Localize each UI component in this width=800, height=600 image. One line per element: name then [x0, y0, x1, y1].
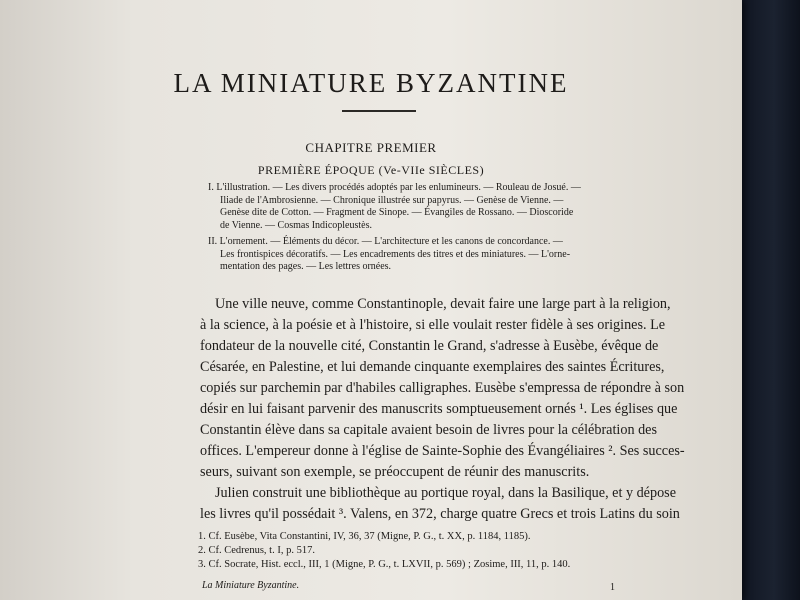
summary-line: de Vienne. — Cosmas Indicopleustès.	[220, 219, 372, 231]
body-line: à la science, à la poésie et à l'histoire, si elle voulait rester fidèle à ses origines. Le	[200, 317, 666, 333]
summary-part-1	[208, 182, 668, 232]
footer-title: La Miniature Byzantine.	[202, 580, 300, 591]
book-edge	[735, 0, 800, 600]
chapter-heading: CHAPITRE PREMIER	[305, 140, 437, 155]
page-number: 1	[610, 582, 615, 593]
page-title: LA MINIATURE BYZANTINE	[173, 68, 569, 98]
epoch-heading: PREMIÈRE ÉPOQUE (Ve-VIIe SIÈCLES)	[257, 163, 485, 177]
body-line: Constantin élève dans sa capitale avaient besoin de livres pour la célébration des	[200, 422, 657, 438]
body-line: Julien construit une bibliothèque au portique royal, dans la Basilique, et y dépose	[215, 485, 676, 501]
title-rule	[342, 110, 416, 112]
summary-line: Genèse dite de Cotton. — Fragment de Sinope. — Évangiles de Rossano. — Dioscoride	[220, 207, 574, 219]
summary-line: Iliade de l'Ambrosienne. — Chronique illustrée sur papyrus. — Genèse de Vienne. —	[220, 194, 564, 206]
summary-line: I. L'illustration. — Les divers procédés adoptés par les enlumineurs. — Rouleau de Josué. —	[208, 182, 581, 193]
body-line: offices. L'empereur donne à l'église de Sainte-Sophie des Évangéliaires ². Ses succes-	[200, 443, 685, 459]
summary-line: mentation des pages. — Les lettres ornées.	[220, 261, 392, 273]
summary-part-2	[208, 236, 668, 274]
footnote: 3. Cf. Socrate, Hist. eccl., III, 1 (Migne, P. G., t. LXVII, p. 569) ; Zosime, III, 11, p. 140.	[198, 559, 571, 570]
summary-line: Les frontispices décoratifs. — Les encadrements des titres et des miniatures. — L'orne-	[220, 248, 571, 260]
summary-line: II. L'ornement. — Éléments du décor. — L'architecture et les canons de concordance. —	[208, 236, 563, 247]
body-line: fondateur de la nouvelle cité, Constantin le Grand, s'adresse à Eusèbe, évêque de	[200, 338, 659, 354]
footnote: 2. Cf. Cedrenus, t. I, p. 517.	[198, 545, 315, 556]
body-line: copiés sur parchemin par d'habiles calligraphes. Eusèbe s'empressa de répondre à son	[200, 380, 685, 396]
body-line: Césarée, en Palestine, et lui demande cinquante exemplaires des saintes Écritures,	[200, 359, 665, 375]
body-line: Une ville neuve, comme Constantinople, devait faire une large part à la religion,	[215, 296, 671, 312]
body-line: désir en lui faisant parvenir des manuscrits somptueusement ornés ¹. Les églises que	[200, 401, 678, 417]
body-line: les livres qu'il possédait ³. Valens, en 372, charge quatre Grecs et trois Latins du soin	[200, 506, 680, 522]
body-line: seurs, suivant son exemple, se préoccupent de réunir des manuscrits.	[200, 464, 590, 480]
footnote: 1. Cf. Eusèbe, Vita Constantini, IV, 36, 37 (Migne, P. G., t. XX, p. 1184, 1185).	[198, 531, 531, 542]
